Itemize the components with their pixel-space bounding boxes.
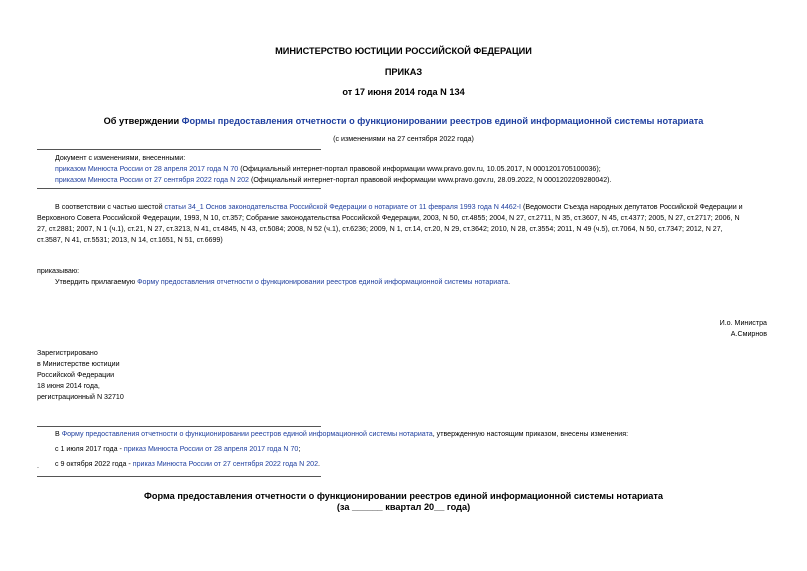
order-command: приказываю:	[37, 267, 80, 275]
registration-line: в Министерстве юстиции	[37, 360, 120, 368]
form-change-link-2017[interactable]: приказ Минюста России от 28 апреля 2017 года N 70	[123, 445, 299, 453]
changes-block	[55, 153, 795, 186]
form-change-item-1	[55, 444, 795, 455]
changes-item-1	[55, 164, 795, 175]
doc-date-number: от 17 июня 2014 года N 134	[342, 87, 465, 97]
title-prefix: Об утверждении	[103, 116, 182, 126]
form-change-date-1: с 1 июля 2017 года -	[55, 445, 124, 453]
preamble-line-1	[37, 202, 777, 213]
form-link[interactable]: Форму предоставления отчетности о функционировании реестров единой информационной системы нотариата	[61, 430, 433, 438]
form-change-link-2022[interactable]: приказ Минюста России от 27 сентября 2022 года N 202	[132, 460, 319, 468]
title-form-link[interactable]: Формы предоставления отчетности о функционировании реестров единой информационной системы нотариата	[181, 116, 704, 126]
change-link-2017[interactable]: приказом Минюста России от 28 апреля 2017 года N 70	[55, 165, 239, 173]
preamble-line-2: Верховного Совета Российской Федерации, 1993, N 10, ст.357; Собрание законодательства Российской Федерации, 2003, N 50, ст.4855; 2004, N 27, ст.2711, N 35, ст.3607, N 45, ст.4377; 2005, N 27, ст.2717; 2006, N	[37, 214, 740, 222]
form-changes-lead: В	[55, 430, 62, 438]
stray-dot: .	[37, 462, 39, 470]
approve-end: .	[508, 278, 511, 286]
preamble-lead: В соответствии с частью шестой	[55, 203, 165, 211]
ministry-heading: МИНИСТЕРСТВО ЮСТИЦИИ РОССИЙСКОЙ ФЕДЕРАЦИИ	[275, 46, 532, 56]
divider	[37, 426, 321, 427]
approve-lead: Утвердить прилагаемую	[55, 278, 138, 286]
divider	[37, 149, 321, 150]
registration-line: Российской Федерации	[37, 371, 115, 379]
approve-form-link[interactable]: Форму предоставления отчетности о функционировании реестров единой информационной системы нотариата	[137, 278, 509, 286]
change-text-2017: (Официальный интернет-портал правовой информации www.pravo.gov.ru, 10.05.2017, N 0001201705100036);	[238, 165, 601, 173]
preamble-line-4: ст.3587, N 41, ст.5531; 2013, N 14, ст.1651, N 51, ст.6699)	[37, 236, 223, 244]
signer-name: А.Смирнов	[730, 330, 767, 338]
form-title: Форма предоставления отчетности о функционировании реестров единой информационной системы нотариата	[144, 491, 663, 501]
change-text-2022: (Официальный интернет-портал правовой информации www.pravo.gov.ru, 28.09.2022, N 0001202209280042).	[249, 176, 612, 184]
preamble-rest: (Ведомости Съезда народных депутатов Российской Федерации и	[521, 203, 743, 211]
signer-position: И.о. Министра	[719, 319, 767, 327]
preamble-line-3: 27, ст.2881; 2007, N 1 (ч.1), ст.21, N 27, ст.3213, N 41, ст.4845, N 43, ст.5084; 2008, N 52 (ч.1), ст.6236; 2009, N 1, ст.14, ст.20, N 29, ст.3642; 2010, N 28, ст.3554; 2011, N 49 (ч.5), ст.7064, N 50, ст.7347; 2012, N 27,	[37, 225, 723, 233]
form-change-date-2: с 9 октября 2022 года -	[55, 460, 133, 468]
law-article-link[interactable]: статьи 34_1 Основ законодательства Российской Федерации о нотариате от 11 февраля 1993 года N 4462-I	[164, 203, 521, 211]
form-change-end-2: .	[318, 460, 321, 468]
changes-intro: Документ с изменениями, внесенными:	[55, 154, 186, 162]
divider	[37, 188, 321, 189]
form-changes-intro	[55, 429, 795, 440]
doc-type-heading: ПРИКАЗ	[384, 67, 423, 77]
order-approve	[55, 277, 795, 288]
form-change-end-1: ;	[298, 445, 301, 453]
registration-line: регистрационный N 32710	[37, 393, 124, 401]
signature	[720, 318, 767, 340]
form-changes-rest: , утвержденную настоящим приказом, внесены изменения:	[432, 430, 629, 438]
divider	[37, 476, 321, 477]
change-link-2022[interactable]: приказом Минюста России от 27 сентября 2022 года N 202	[55, 176, 250, 184]
changes-item-2	[55, 175, 795, 186]
amended-note: (с изменениями на 27 сентября 2022 года)	[333, 135, 474, 143]
registration-block	[37, 348, 124, 403]
registration-line: 18 июня 2014 года,	[37, 382, 100, 390]
form-changes-block	[55, 429, 795, 470]
form-change-item-2	[55, 459, 795, 470]
form-period: (за ______ квартал 20__ года)	[336, 502, 471, 512]
document-title	[0, 116, 807, 126]
preamble	[37, 202, 777, 246]
registration-line: Зарегистрировано	[37, 349, 98, 357]
